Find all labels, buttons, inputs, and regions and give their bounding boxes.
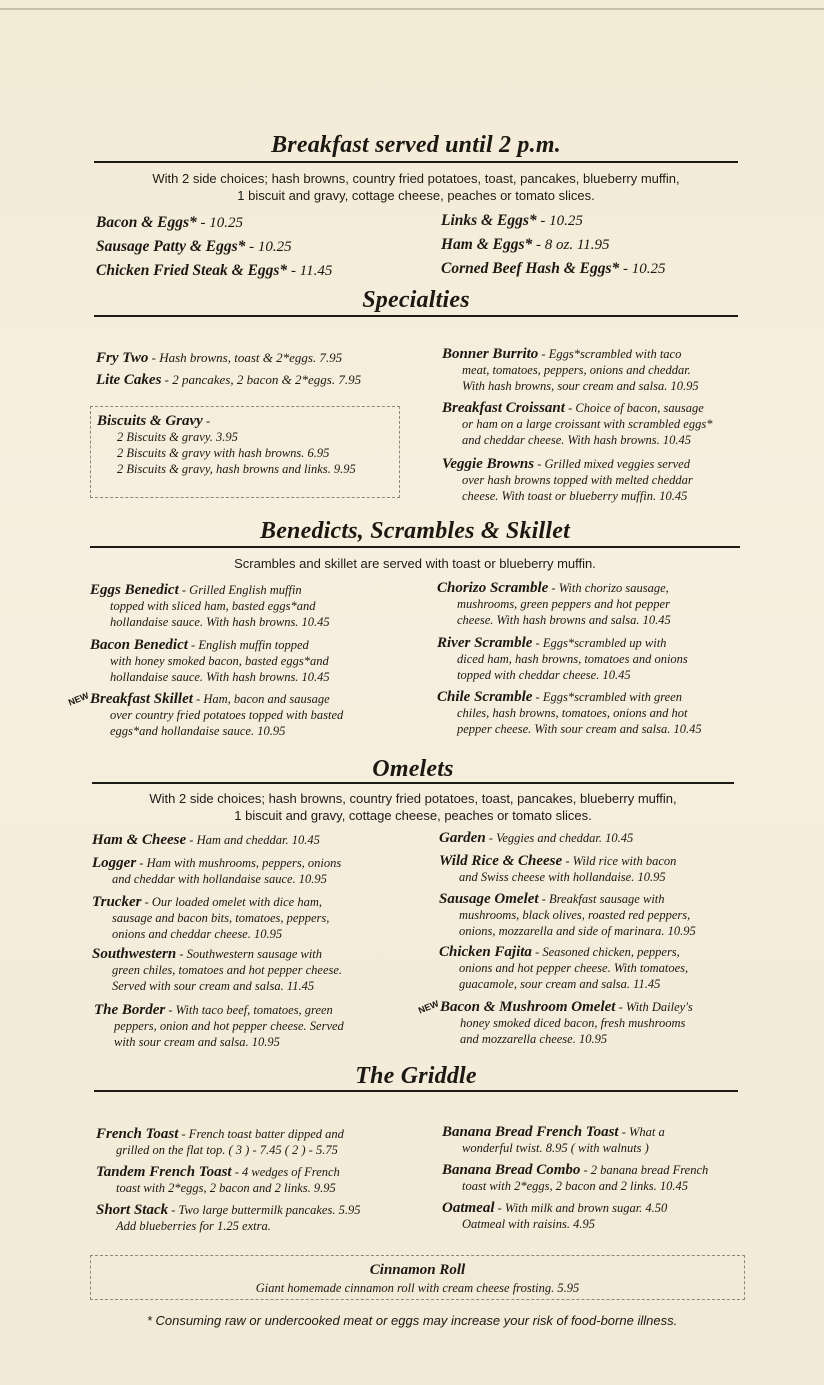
cinnamon-roll-box: [90, 1255, 745, 1300]
menu-item: [441, 233, 741, 257]
item-desc: - Grilled English muffin: [178, 583, 302, 597]
omelet-sausage: [439, 891, 759, 939]
chorizo-scramble: [437, 580, 757, 628]
breakfast-skillet: [90, 691, 410, 739]
breakfast-title: Breakfast served until 2 p.m.: [271, 132, 561, 158]
item-name: Chicken Fajita: [439, 944, 532, 960]
omelet-garden: [439, 830, 759, 846]
item-desc-line: hollandaise sauce. With hash browns. 10.45: [110, 670, 330, 684]
item-name: Ham & Eggs*: [441, 236, 533, 253]
benedicts-title: Benedicts, Scrambles & Skillet: [260, 518, 570, 544]
item-desc-line: topped with cheddar cheese. 10.45: [457, 668, 631, 682]
griddle-rule: [94, 1090, 738, 1092]
tandem-french-toast: [96, 1164, 416, 1196]
item-name: Garden: [439, 830, 486, 846]
item-name: River Scramble: [437, 635, 533, 651]
menu-item: [96, 211, 416, 235]
breakfast-note: [94, 170, 738, 204]
item-desc-line: hollandaise sauce. With hash browns. 10.45: [110, 615, 330, 629]
biscuits-gravy-item: [97, 413, 397, 477]
item-desc-line: mushrooms, black olives, roasted red peppers,: [459, 908, 691, 922]
item-desc: - 10.25: [245, 239, 292, 255]
item-name: Sausage Patty & Eggs*: [96, 238, 246, 255]
top-edge-line: [0, 8, 824, 10]
item-desc-line: onions and hot pepper cheese. With tomatoes,: [459, 961, 689, 975]
item-name: Links & Eggs*: [441, 212, 537, 229]
item-dash: -: [202, 414, 211, 428]
omelet-ham-cheese: [92, 832, 412, 848]
omelet-chicken-fajita: [439, 944, 759, 992]
item-desc: - Eggs*scrambled with green: [532, 690, 682, 704]
menu-item: [441, 257, 741, 281]
banana-bread-combo: [442, 1162, 772, 1194]
item-name: Banana Bread French Toast: [442, 1124, 619, 1140]
item-desc: - 11.45: [287, 263, 333, 279]
item-desc: - What a: [618, 1125, 665, 1139]
omelet-southwestern: [92, 946, 412, 994]
item-desc: - Eggs*scrambled with taco: [538, 347, 682, 361]
item-name: Chile Scramble: [437, 689, 533, 705]
item-desc-line: and cheddar cheese. With hash browns. 10.45: [462, 433, 692, 447]
biscuits-option: 2 Biscuits & gravy with hash browns. 6.95: [117, 446, 330, 460]
specialties-veggie-browns: [442, 456, 752, 504]
eggs-benedict: [90, 582, 410, 630]
item-desc: - 2 pancakes, 2 bacon & 2*eggs. 7.95: [161, 372, 362, 387]
item-desc: - 10.25: [196, 215, 244, 231]
item-name: Tandem French Toast: [96, 1164, 232, 1180]
item-desc: - 4 wedges of French: [231, 1165, 340, 1179]
specialties-rule: [94, 315, 738, 317]
item-name: Chicken Fried Steak & Eggs*: [96, 262, 288, 279]
item-desc-line: Add blueberries for 1.25 extra.: [116, 1219, 271, 1233]
item-desc: - English muffin topped: [187, 638, 309, 652]
item-desc-line: sausage and bacon bits, tomatoes, peppers,: [112, 911, 330, 925]
item-desc: - With taco beef, tomatoes, green: [165, 1003, 333, 1017]
item-desc-line: with sour cream and salsa. 10.95: [114, 1035, 280, 1049]
item-desc-line: green chiles, tomatoes and hot pepper cheese.: [112, 963, 343, 977]
item-desc: - Grilled mixed veggies served: [534, 457, 690, 471]
item-desc-line: mushrooms, green peppers and hot pepper: [457, 597, 670, 611]
item-name: French Toast: [96, 1126, 179, 1142]
omelet-bacon-mushroom: [440, 999, 770, 1047]
food-safety-disclaimer: * Consuming raw or undercooked meat or eggs may increase your risk of food-borne illness.: [146, 1313, 678, 1328]
item-desc: - Breakfast sausage with: [538, 892, 665, 906]
item-desc: - Hash browns, toast & 2*eggs. 7.95: [148, 350, 343, 365]
cinnamon-roll-desc: Giant homemade cinnamon roll with cream cheese frosting. 5.95: [255, 1281, 580, 1295]
omelets-note-line1: With 2 side choices; hash browns, country fried potatoes, toast, pancakes, blueberry muffin,: [149, 791, 677, 806]
item-name: Wild Rice & Cheese: [439, 853, 563, 869]
breakfast-right-list: [441, 209, 741, 281]
griddle-title: The Griddle: [355, 1063, 477, 1089]
item-desc-line: Served with sour cream and salsa. 11.45: [112, 979, 315, 993]
item-desc: - With chorizo sausage,: [548, 581, 669, 595]
item-name: Sausage Omelet: [439, 891, 539, 907]
item-desc: - Seasoned chicken, peppers,: [531, 945, 680, 959]
item-name: The Border: [94, 1002, 166, 1018]
item-desc-line: cheese. With toast or blueberry muffin. 10.45: [462, 489, 688, 503]
item-desc: - 8 oz. 11.95: [532, 237, 610, 253]
item-desc: - Eggs*scrambled up with: [532, 636, 667, 650]
item-desc: - French toast batter dipped and: [178, 1127, 344, 1141]
item-desc-line: toast with 2*eggs, 2 bacon and 2 links. 9.95: [116, 1181, 336, 1195]
item-name: Bacon Benedict: [90, 637, 188, 653]
item-desc-line: meat, tomatoes, peppers, onions and cheddar.: [462, 363, 691, 377]
item-desc: - Ham with mushrooms, peppers, onions: [136, 856, 342, 870]
item-name: Bonner Burrito: [442, 346, 539, 362]
short-stack: [96, 1202, 416, 1234]
breakfast-left-list: [96, 211, 416, 283]
item-desc-line: grilled on the flat top. ( 3 ) - 7.45 ( 2 ) - 5.75: [116, 1143, 338, 1157]
item-name: Oatmeal: [442, 1200, 495, 1216]
cinnamon-roll-name: Cinnamon Roll: [369, 1262, 466, 1278]
omelets-note: [92, 790, 734, 824]
omelet-trucker: [92, 894, 412, 942]
item-desc: - 10.25: [619, 261, 666, 277]
omelet-wild-rice: [439, 853, 759, 885]
specialties-left-list: [96, 347, 426, 391]
breakfast-note-line2: 1 biscuit and gravy, cottage cheese, peaches or tomato slices.: [237, 188, 595, 203]
oatmeal: [442, 1200, 772, 1232]
item-desc: - Choice of bacon, sausage: [564, 401, 704, 415]
item-desc: - 10.25: [536, 213, 583, 229]
item-desc-line: pepper cheese. With sour cream and salsa. 10.45: [457, 722, 702, 736]
item-desc-line: Oatmeal with raisins. 4.95: [462, 1217, 595, 1231]
omelets-note-line2: 1 biscuit and gravy, cottage cheese, peaches or tomato slices.: [234, 808, 592, 823]
item-desc: - Southwestern sausage with: [176, 947, 323, 961]
new-badge: NEW: [416, 998, 441, 1016]
item-desc-line: honey smoked diced bacon, fresh mushrooms: [460, 1016, 686, 1030]
item-desc: - Veggies and cheddar. 10.45: [485, 831, 634, 845]
item-desc-line: eggs*and hollandaise sauce. 10.95: [110, 724, 286, 738]
chile-scramble: [437, 689, 757, 737]
specialties-title: Specialties: [362, 287, 470, 313]
breakfast-rule: [94, 161, 738, 163]
item-name: Breakfast Skillet: [90, 691, 193, 707]
menu-item: [441, 209, 741, 233]
item-name: Banana Bread Combo: [442, 1162, 581, 1178]
item-desc-line: over hash browns topped with melted cheddar: [462, 473, 693, 487]
item-desc-line: and mozzarella cheese. 10.95: [460, 1032, 608, 1046]
item-desc-line: onions and cheddar cheese. 10.95: [112, 927, 283, 941]
item-name: Veggie Browns: [442, 456, 535, 472]
item-name: Logger: [92, 855, 137, 871]
item-desc: - 2 banana bread French: [580, 1163, 709, 1177]
item-desc: - Two large buttermilk pancakes. 5.95: [168, 1203, 361, 1217]
benedicts-rule: [90, 546, 740, 548]
item-name: Short Stack: [96, 1202, 169, 1218]
item-name: Fry Two: [96, 350, 149, 366]
item-name: Bacon & Mushroom Omelet: [440, 999, 616, 1015]
item-name: Corned Beef Hash & Eggs*: [441, 260, 620, 277]
item-desc-line: topped with sliced ham, basted eggs*and: [110, 599, 316, 613]
new-badge: NEW: [66, 690, 91, 708]
menu-item: [96, 259, 416, 283]
item-name: Breakfast Croissant: [442, 400, 565, 416]
river-scramble: [437, 635, 757, 683]
item-desc: - Ham, bacon and sausage: [192, 692, 330, 706]
item-desc: - With Dailey's: [615, 1000, 693, 1014]
omelet-logger: [92, 855, 412, 887]
item-desc-line: and Swiss cheese with hollandaise. 10.95: [459, 870, 666, 884]
bacon-benedict: [90, 637, 410, 685]
benedicts-note: Scrambles and skillet are served with toast or blueberry muffin.: [234, 556, 596, 571]
menu-item: [96, 235, 416, 259]
item-desc-line: and cheddar with hollandaise sauce. 10.95: [112, 872, 327, 886]
omelet-the-border: [94, 1002, 414, 1050]
item-name: Southwestern: [92, 946, 177, 962]
item-desc-line: diced ham, hash browns, tomatoes and onions: [457, 652, 688, 666]
item-desc-line: guacamole, sour cream and salsa. 11.45: [459, 977, 661, 991]
item-name: Eggs Benedict: [90, 582, 179, 598]
item-desc: - With milk and brown sugar. 4.50: [494, 1201, 668, 1215]
item-name: Trucker: [92, 894, 142, 910]
item-name: Bacon & Eggs*: [96, 214, 197, 231]
omelets-rule: [92, 782, 734, 784]
item-desc-line: over country fried potatoes topped with basted: [110, 708, 344, 722]
biscuits-option: 2 Biscuits & gravy, hash browns and links. 9.95: [117, 462, 356, 476]
item-desc-line: onions, mozzarella and side of marinara. 10.95: [459, 924, 696, 938]
item-desc: - Wild rice with bacon: [562, 854, 677, 868]
biscuits-option: 2 Biscuits & gravy. 3.95: [117, 430, 238, 444]
menu-item: [96, 347, 426, 369]
item-name: Ham & Cheese: [92, 832, 187, 848]
item-desc-line: peppers, onion and hot pepper cheese. Served: [114, 1019, 344, 1033]
item-desc-line: With hash browns, sour cream and salsa. 10.95: [462, 379, 699, 393]
omelets-title: Omelets: [372, 756, 454, 782]
french-toast: [96, 1126, 416, 1158]
specialties-bonner-burrito: [442, 346, 752, 394]
item-name: Lite Cakes: [96, 372, 162, 388]
item-desc-line: toast with 2*eggs, 2 bacon and 2 links. 10.45: [462, 1179, 689, 1193]
item-desc-line: cheese. With hash browns and salsa. 10.45: [457, 613, 671, 627]
item-desc-line: or ham on a large croissant with scrambled eggs*: [462, 417, 713, 431]
item-desc-line: chiles, hash browns, tomatoes, onions and hot: [457, 706, 688, 720]
specialties-breakfast-croissant: [442, 400, 752, 448]
item-desc: - Ham and cheddar. 10.45: [186, 833, 320, 847]
item-name: Chorizo Scramble: [437, 580, 549, 596]
item-name: Biscuits & Gravy: [97, 413, 203, 429]
item-desc-line: with honey smoked bacon, basted eggs*and: [110, 654, 329, 668]
item-desc-line: wonderful twist. 8.95 ( with walnuts ): [462, 1141, 649, 1155]
item-desc: - Our loaded omelet with dice ham,: [141, 895, 322, 909]
menu-item: [96, 369, 426, 391]
biscuits-gravy-box: [90, 406, 400, 498]
banana-bread-french-toast: [442, 1124, 772, 1156]
breakfast-note-line1: With 2 side choices; hash browns, country fried potatoes, toast, pancakes, blueberry muffin,: [152, 171, 680, 186]
